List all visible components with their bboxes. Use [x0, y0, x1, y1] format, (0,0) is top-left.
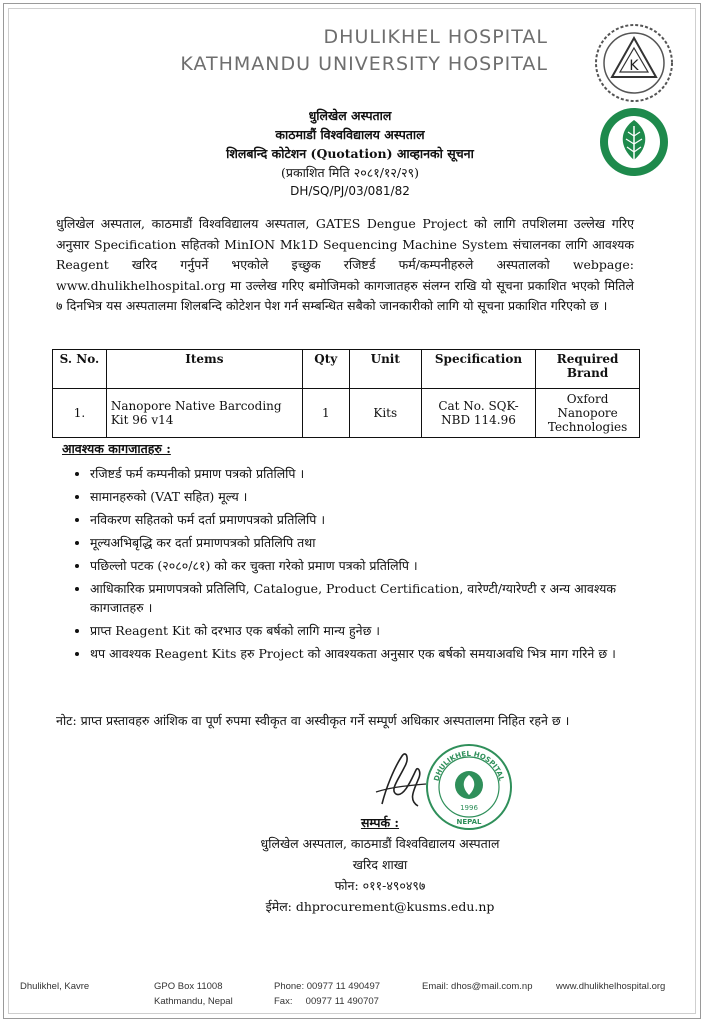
contact-label: सम्पर्क : [360, 815, 400, 830]
notice-heading [150, 106, 550, 201]
heading-line3: शिलबन्दि कोटेशन (Quotation) आव्हानको सूचना [226, 146, 474, 161]
required-docs-list [72, 464, 660, 667]
footer-place1: Dhulikhel, Kavre [20, 981, 90, 992]
heading-date: (प्रकाशित मिति २०८१/१२/२९) [280, 165, 419, 180]
stamp-year: 1996 [460, 804, 478, 812]
ku-logo-letter: K [629, 58, 639, 74]
footer-box: GPO Box 11008 [154, 981, 223, 992]
items-table [52, 349, 640, 438]
cell-item: Nanopore Native Barcoding Kit 96 v14 [106, 389, 302, 438]
cell-brand: Oxford Nanopore Technologies [536, 389, 640, 438]
stamp-bottom-text: NEPAL [456, 818, 482, 826]
dhulikhel-leaf-logo-icon [598, 106, 670, 178]
stamp-top-text: DHULIKHEL HOSPITAL [432, 749, 506, 783]
contact-phone: फोन: ०११-४९०४९७ [334, 878, 426, 893]
table-header-row [53, 350, 640, 389]
ku-logo-icon [592, 22, 676, 104]
list-item: • नविकरण सहितको फर्म दर्ता प्रमाणपत्रको प्रतिलिपि । [90, 510, 660, 529]
hospital-name-english [178, 24, 548, 78]
footer-email: Email: dhos@mail.com.np [422, 981, 533, 992]
table-row [53, 389, 640, 438]
header-sno: S. No. [53, 350, 107, 389]
list-item: • पछिल्लो पटक (२०८०/८१) को कर चुक्ता गरेको प्रमाण पत्रको प्रतिलिपि । [90, 556, 660, 575]
header-unit: Unit [349, 350, 421, 389]
contact-line2: खरिद शाखा [352, 857, 408, 872]
cell-qty: 1 [302, 389, 349, 438]
heading-line1: धुलिखेल अस्पताल [308, 108, 392, 123]
required-docs-heading: आवश्यक कागजातहरु : [62, 441, 171, 456]
header-brand: Required Brand [536, 350, 640, 389]
list-item: • रजिष्टर्ड फर्म कम्पनीको प्रमाण पत्रको प्रतिलिपि । [90, 464, 660, 483]
hospital-name-line1: DHULIKHEL HOSPITAL [323, 26, 548, 48]
cell-specification: Cat No. SQK-NBD 114.96 [421, 389, 535, 438]
cell-sno: 1. [53, 389, 107, 438]
contact-line1: धुलिखेल अस्पताल, काठमाडौं विश्वविद्यालय अस्पताल [260, 836, 500, 851]
footer-web: www.dhulikhelhospital.org [556, 981, 666, 992]
footer-fax: Fax: 00977 11 490707 [274, 996, 379, 1007]
header-items: Items [106, 350, 302, 389]
contact-email: ईमेल: dhprocurement@kusms.edu.np [265, 899, 495, 914]
note-paragraph: नोट: प्राप्त प्रस्तावहरु आंशिक वा पूर्ण रुपमा स्वीकृत वा अस्वीकृत गर्ने सम्पूर्ण अधिकार अस्पतालमा निहित रहने छ । [56, 713, 570, 728]
contact-block [230, 812, 530, 917]
list-item: • प्राप्त Reagent Kit को दरभाउ एक बर्षको लागि मान्य हुनेछ । [90, 621, 660, 640]
hospital-name-line2: KATHMANDU UNIVERSITY HOSPITAL [180, 53, 548, 75]
intro-paragraph: धुलिखेल अस्पताल, काठमाडौं विश्वविद्यालय अस्पताल, GATES Dengue Project को लागि तपशिलमा उल्लेख गरिए अनुसार Specification सहितको MinION Mk1D Sequencing Machine System संचालनका लागि आवश्यक Reagent खरिद गर्नुपर्ने भएकोले इच्छुक रजिष्टर्ड फर्म/कम्पनीहरुले अस्पतालको webpage: www.dhulikhelhospital.org मा उल्लेख गरिए बमोजिमको कागजातहरु संलग्न राखि यो सूचना प्रकाशित भएको मितिले ७ दिनभित्र यस अस्पतालमा शिलबन्दि कोटेशन पेश गर्न सम्बन्धित सबैको जानकारीको लागि यो सूचना प्रकाशित गरिएको छ । [56, 216, 634, 313]
list-item: • आधिकारिक प्रमाणपत्रको प्रतिलिपि, Catalogue, Product Certification, वारेण्टी/ग्यारेण्टी र अन्य आवश्यक कागजातहरु । [90, 579, 660, 617]
signature-icon [372, 748, 430, 814]
reference-number: DH/SQ/PJ/03/081/82 [290, 184, 410, 198]
header-specification: Specification [421, 350, 535, 389]
list-item: • मूल्यअभिबृद्धि कर दर्ता प्रमाणपत्रको प्रतिलिपि तथा [90, 533, 660, 552]
footer-phone: Phone: 00977 11 490497 [274, 981, 381, 992]
header-qty: Qty [302, 350, 349, 389]
list-item: • थप आवश्यक Reagent Kits हरु Project को आवश्यकता अनुसार एक बर्षको समयाअवधि भित्र माग गरिने छ । [90, 644, 660, 663]
heading-line2: काठमाडौं विश्वविद्यालय अस्पताल [275, 127, 425, 142]
list-item: • सामानहरुको (VAT सहित) मूल्य । [90, 487, 660, 506]
cell-unit: Kits [349, 389, 421, 438]
footer-place2: Kathmandu, Nepal [154, 996, 233, 1007]
